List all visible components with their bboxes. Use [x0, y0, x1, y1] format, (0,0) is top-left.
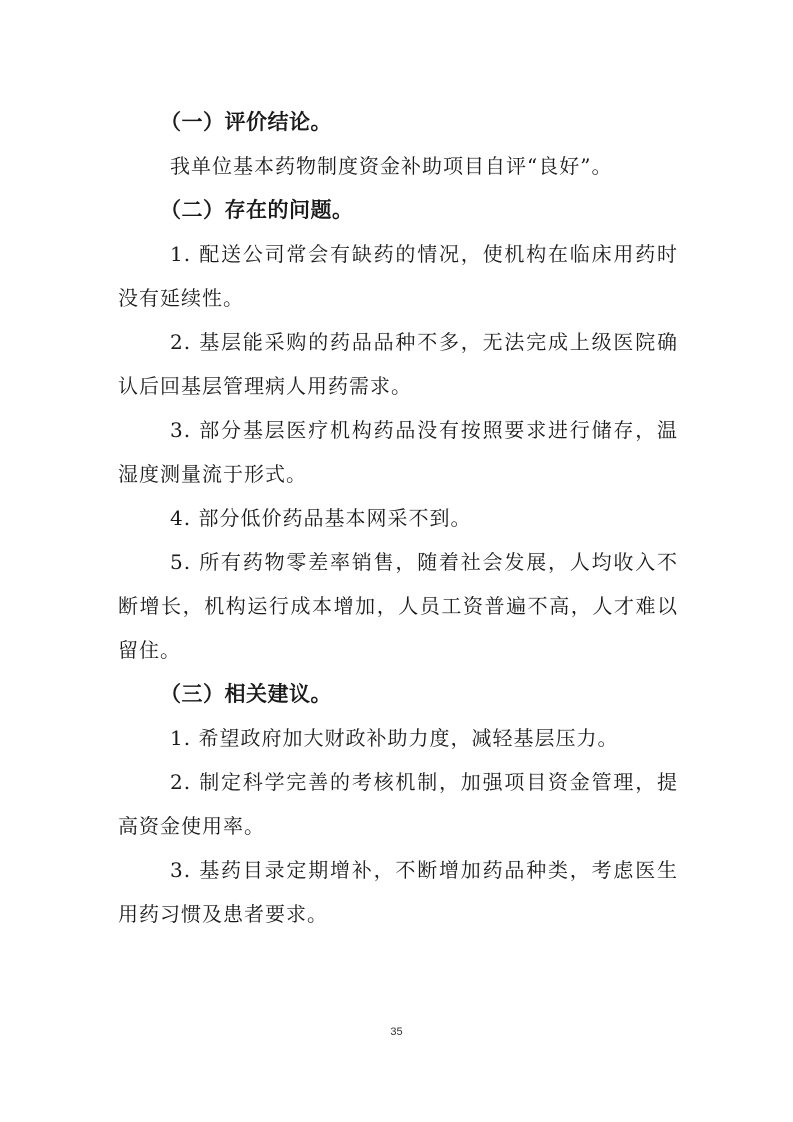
- suggestion-item-2: 2. 制定科学完善的考核机制，加强项目资金管理，提高资金使用率。: [118, 770, 678, 838]
- suggestion-item-3: 3. 基药目录定期增补，不断增加药品种类，考虑医生用药习惯及患者要求。: [118, 858, 678, 926]
- problem-item-1: 1. 配送公司常会有缺药的情况，使机构在临床用药时没有延续性。: [118, 242, 678, 310]
- document-body: [118, 100, 678, 936]
- section-heading-related-suggestions: （三）相关建议。: [160, 681, 332, 706]
- problem-item-2: 2. 基层能采购的药品品种不多，无法完成上级医院确认后回基层管理病人用药需求。: [118, 330, 678, 398]
- problem-item-4: 4. 部分低价药品基本网采不到。: [170, 506, 472, 530]
- section-heading-existing-problems: （二）存在的问题。: [160, 197, 354, 222]
- evaluation-conclusion-text: 我单位基本药物制度资金补助项目自评“良好”。: [170, 154, 613, 178]
- page-number: 35: [390, 1026, 403, 1038]
- suggestion-item-1: 1. 希望政府加大财政补助力度，减轻基层压力。: [170, 726, 619, 750]
- problem-item-3: 3. 部分基层医疗机构药品没有按照要求进行储存，温湿度测量流于形式。: [118, 418, 678, 486]
- problem-item-5: 5. 所有药物零差率销售，随着社会发展，人均收入不断增长，机构运行成本增加，人员工资普遍不高，人才难以留住。: [118, 550, 678, 662]
- section-heading-evaluation-conclusion: （一）评价结论。: [160, 109, 332, 134]
